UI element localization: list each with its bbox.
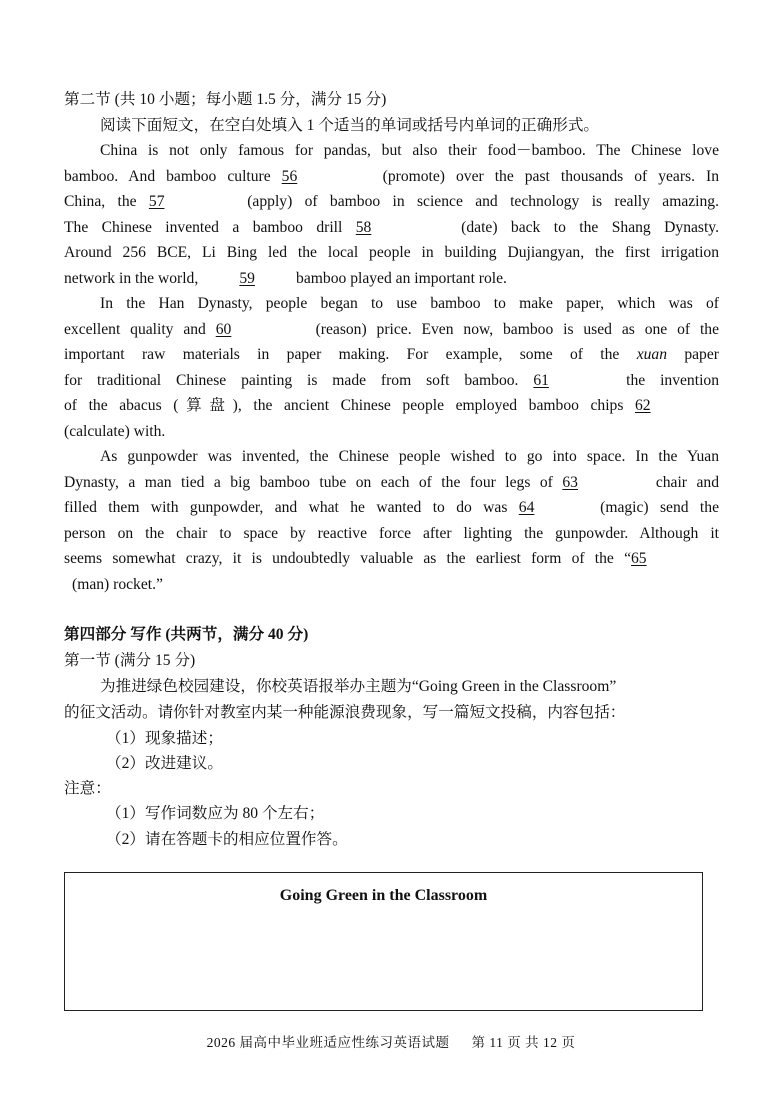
section1-header: 第一节 (满分 15 分) (64, 652, 196, 669)
passage-line: important raw materials in paper making. For example, some of the xuan paper (64, 346, 719, 363)
blank-58[interactable]: 58 (355, 219, 372, 236)
blank-62[interactable]: 62 (635, 397, 651, 414)
answer-box-title: Going Green in the Classroom (279, 887, 488, 904)
passage-line: As gunpowder was invented, the Chinese people wished to go into space. In the Yuan (100, 448, 719, 465)
section-header: 第二节 (共 10 小题；每小题 1.5 分，满分 15 分) (64, 91, 387, 108)
requirement-item: （1）现象描述； (106, 730, 223, 747)
note-item: （1）写作词数应为 80 个左右； (106, 805, 325, 822)
blank-56[interactable]: 56 (281, 168, 298, 185)
note-label: 注意： (64, 780, 111, 797)
writing-prompt: 的征文活动。请你针对教室内某一种能源浪费现象，写一篇短文投稿，内容包括： (64, 704, 626, 721)
writing-prompt: 为推进绿色校园建设，你校英语报举办主题为“Going Green in the Classroom” (100, 678, 617, 695)
footer-exam-title: 2026 届高中毕业班适应性练习英语试题 (206, 1035, 450, 1050)
passage-line: Around 256 BCE, Li Bing led the local people in building Dujiangyan, the first irrigation (64, 244, 719, 261)
part4-header: 第四部分 写作 (共两节，满分 40 分) (64, 626, 309, 643)
blank-59[interactable]: 59 (239, 270, 255, 287)
passage-line: China is not only famous for pandas, but also their food－bamboo. The Chinese love (100, 142, 719, 159)
note-item: （2）请在答题卡的相应位置作答。 (106, 831, 348, 848)
passage-line: Dynasty, a man tied a big bamboo tube on each of the four legs of 63 chair and (64, 474, 719, 491)
page-footer (0, 1031, 782, 1051)
blank-64[interactable]: 64 (518, 499, 535, 516)
passage-line: In the Han Dynasty, people began to use bamboo to make paper, which was of (100, 295, 719, 312)
blank-57[interactable]: 57 (148, 193, 165, 210)
blank-60[interactable]: 60 (215, 321, 232, 338)
passage-line: excellent quality and 60 (reason) price. Even now, bamboo is used as one of the (64, 321, 720, 338)
passage-line: for traditional Chinese painting is made from soft bamboo. 61 the invention (64, 372, 719, 389)
passage-line: China, the 57 (apply) of bamboo in science and technology is really amazing. (64, 193, 719, 210)
passage-line: filled them with gunpowder, and what he wanted to do was 64 (magic) send the (64, 499, 719, 516)
requirement-item: （2）改进建议。 (106, 755, 223, 772)
footer-page-number: 第 11 页 共 12 页 (471, 1035, 576, 1050)
blank-65[interactable]: 65 (631, 550, 647, 567)
passage-line: bamboo. And bamboo culture 56 (promote) over the past thousands of years. In (64, 168, 719, 185)
blank-61[interactable]: 61 (533, 372, 549, 389)
passage-line: of the abacus (算盘), the ancient Chinese people employed bamboo chips 62 (64, 396, 719, 415)
passage-line: seems somewhat crazy, it is undoubtedly valuable as the earliest form of the “65 (64, 549, 719, 568)
passage-line: (man) rocket.” (72, 576, 163, 593)
answer-box[interactable] (64, 872, 703, 1011)
passage-line: network in the world, 59 bamboo played an important role. (64, 270, 507, 287)
blank-63[interactable]: 63 (562, 474, 578, 491)
passage-line: The Chinese invented a bamboo drill 58 (date) back to the Shang Dynasty. (64, 219, 719, 236)
passage-line: person on the chair to space by reactive force after lighting the gunpowder. Although it (64, 525, 719, 542)
passage-line: (calculate) with. (64, 423, 166, 440)
instructions: 阅读下面短文，在空白处填入 1 个适当的单词或括号内单词的正确形式。 (100, 117, 600, 134)
